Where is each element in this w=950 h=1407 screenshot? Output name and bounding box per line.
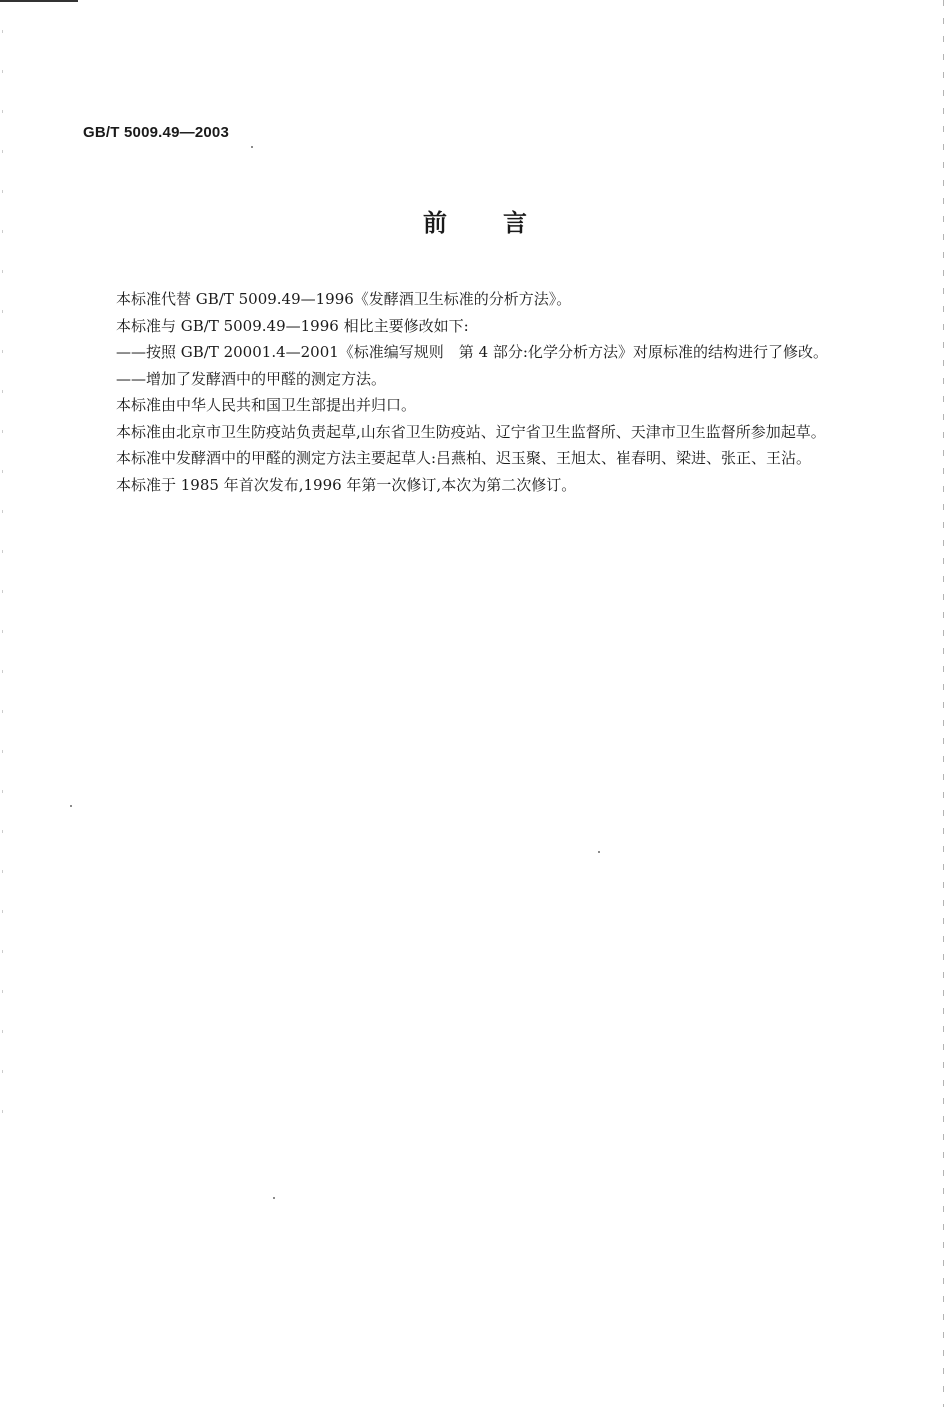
paragraph-changes-intro: 本标准与 GB/T 5009.49—1996 相比主要修改如下: [116, 316, 469, 335]
document-code: GB/T 5009.49—2003 [83, 124, 229, 141]
scan-speck [273, 1197, 275, 1199]
scan-speck [598, 851, 600, 853]
top-rule [0, 0, 78, 2]
scan-edge-left [2, 30, 3, 1130]
scan-speck [251, 146, 253, 148]
scan-speck [70, 805, 72, 807]
page-title: 前言 [423, 209, 583, 237]
document-body [85, 286, 865, 498]
paragraph-supersedes: 本标准代替 GB/T 5009.49—1996《发酵酒卫生标准的分析方法》。 [116, 290, 572, 308]
change-item-structure: ——按照 GB/T 20001.4—2001《标准编写规则 第 4 部分:化学分析方法》对原标准的结构进行了修改。 [116, 343, 828, 361]
paragraph-drafters: 本标准中发酵酒中的甲醛的测定方法主要起草人:吕燕柏、迟玉聚、王旭太、崔春明、梁进、张正、王沾。 [116, 449, 812, 467]
change-item-formaldehyde: ——增加了发酵酒中的甲醛的测定方法。 [116, 369, 387, 388]
paragraph-proposer: 本标准由中华人民共和国卫生部提出并归口。 [116, 396, 417, 414]
paragraph-history: 本标准于 1985 年首次发布,1996 年第一次修订,本次为第二次修订。 [116, 475, 577, 494]
paragraph-drafting-units: 本标准由北京市卫生防疫站负责起草,山东省卫生防疫站、辽宁省卫生监督所、天津市卫生监督所参加起草。 [116, 422, 826, 441]
